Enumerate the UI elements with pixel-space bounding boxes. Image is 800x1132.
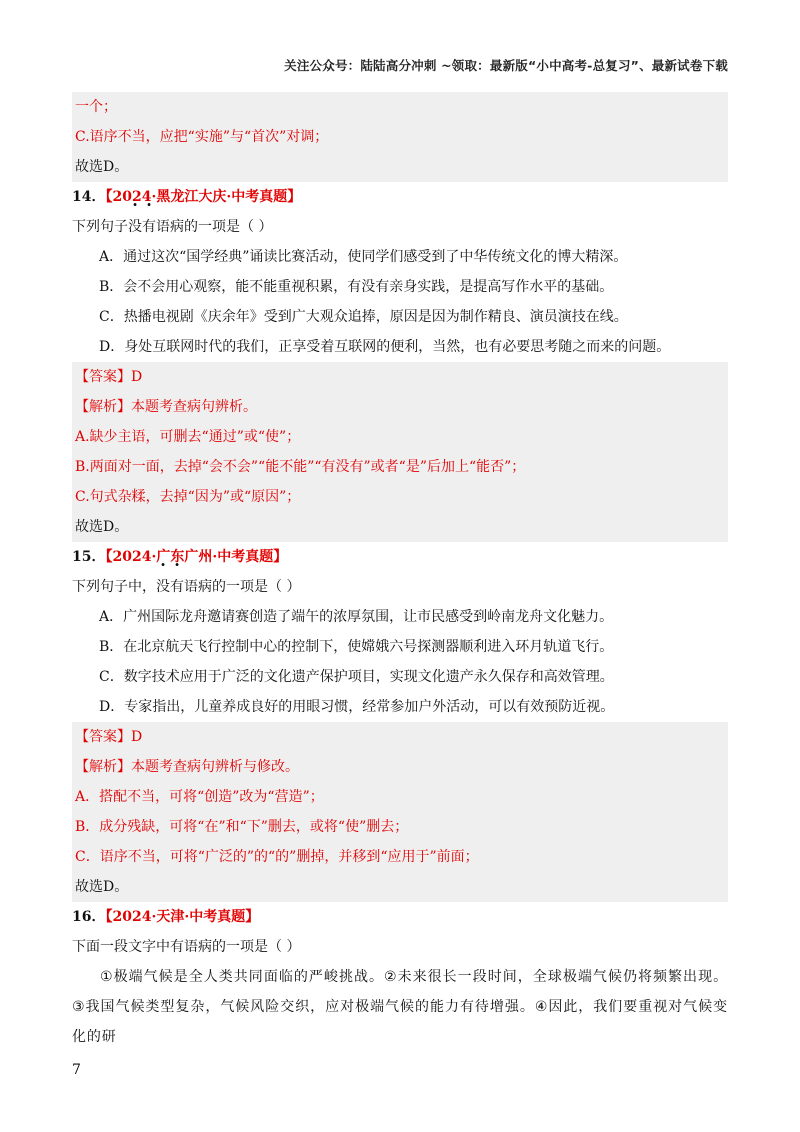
- question-14-stem: [72, 212, 728, 242]
- emphasis-char: 没: [156, 579, 170, 595]
- option-b: B．在北京航天飞行控制中心的控制下，使嫦娥六号探测器顺利进入环月轨道飞行。: [99, 639, 614, 655]
- prev-analysis-line: 一个；: [75, 99, 117, 115]
- question-number: 16．: [72, 909, 106, 925]
- stem-text: 下列句子中，: [72, 579, 156, 595]
- question-source: 【2024·天津·中考真题】: [105, 909, 260, 925]
- page-content: [72, 92, 728, 1052]
- question-14-header: [72, 182, 728, 212]
- question-16-header: [72, 902, 728, 932]
- stem-text: 语病的一项是（ ）: [184, 579, 301, 595]
- prev-analysis-line: C.语序不当，应把“实施”与“首次”对调；: [75, 129, 329, 145]
- emphasis-char: 有: [142, 219, 156, 235]
- final-answer: 故选D。: [75, 519, 129, 535]
- analysis-label: 【解析】本题考查病句辨析。: [75, 399, 257, 415]
- stem-text: 下列句子: [72, 219, 128, 235]
- final-answer: 故选D。: [75, 879, 129, 895]
- option-b: B．会不会用心观察，能不能重视积累，有没有亲身实践，是提高写作水平的基础。: [99, 279, 614, 295]
- analysis-point: A．搭配不当，可将“创造”改为“营造”；: [75, 789, 324, 805]
- option-d: D．身处互联网时代的我们，正享受着互联网的便利，当然，也有必要思考随之而来的问题。: [99, 339, 671, 355]
- question-source: 【2024·广东广州·中考真题】: [105, 549, 288, 565]
- analysis-label: 【解析】本题考查病句辨析与修改。: [75, 759, 299, 775]
- analysis-point: B.两面对一面，去掉“会不会”“能不能”“有没有”或者“是”后加上“能否”；: [75, 459, 526, 475]
- analysis-point: B．成分残缺，可将“在”和“下”删去，或将“使”删去；: [75, 819, 409, 835]
- analysis-point: C.句式杂糅，去掉“因为”或“原因”；: [75, 489, 301, 505]
- prev-final-answer: 故选D。: [75, 159, 129, 175]
- page-number: 7: [72, 1062, 81, 1078]
- option-c: C．热播电视剧《庆余年》受到广大观众追捧，原因是因为制作精良、演员演技在线。: [99, 309, 628, 325]
- emphasis-char: 没: [128, 219, 142, 235]
- page-header: 关注公众号：陆陆高分冲刺 ~领取：最新版“小中高考-总复习”、最新试卷下载: [284, 58, 728, 73]
- option-d: D．专家指出，儿童养成良好的用眼习惯，经常参加户外活动，可以有效预防近视。: [99, 699, 615, 715]
- stem-text: 语病的一项是（ ）: [156, 219, 273, 235]
- answer-block-15: [72, 722, 728, 902]
- analysis-point: C．语序不当，可将“广泛的”的“的”删掉，并移到“应用于”前面；: [75, 849, 479, 865]
- question-source: 【2024·黑龙江大庆·中考真题】: [105, 189, 302, 205]
- emphasis-char: 有: [170, 579, 184, 595]
- question-16-stem: 下面一段文字中有语病的一项是（ ）: [72, 939, 301, 955]
- question-16-passage: ①极端气候是全人类共同面临的严峻挑战。②未来很长一段时间，全球极端气候仍将频繁出现。③我国气候类型复杂，气候风险交织，应对极端气候的能力有待增强。④因此，我们要重视对气候变化的研: [72, 969, 728, 1045]
- prev-answer-block: [72, 92, 728, 182]
- question-15-header: [72, 542, 728, 572]
- option-a: A．通过这次“国学经典”诵读比赛活动，使同学们感受到了中华传统文化的博大精深。: [99, 249, 628, 265]
- analysis-point: A.缺少主语，可删去“通过”或“使”；: [75, 429, 301, 445]
- option-c: C．数字技术应用于广泛的文化遗产保护项目，实现文化遗产永久保存和高效管理。: [99, 669, 614, 685]
- question-15-stem: [72, 572, 728, 602]
- question-number: 15．: [72, 549, 106, 565]
- question-number: 14．: [72, 189, 106, 205]
- answer-label: 【答案】D: [75, 729, 143, 745]
- option-a: A．广州国际龙舟邀请赛创造了端午的浓厚氛围，让市民感受到岭南龙舟文化魅力。: [99, 609, 614, 625]
- answer-label: 【答案】D: [75, 369, 143, 385]
- answer-block-14: [72, 362, 728, 542]
